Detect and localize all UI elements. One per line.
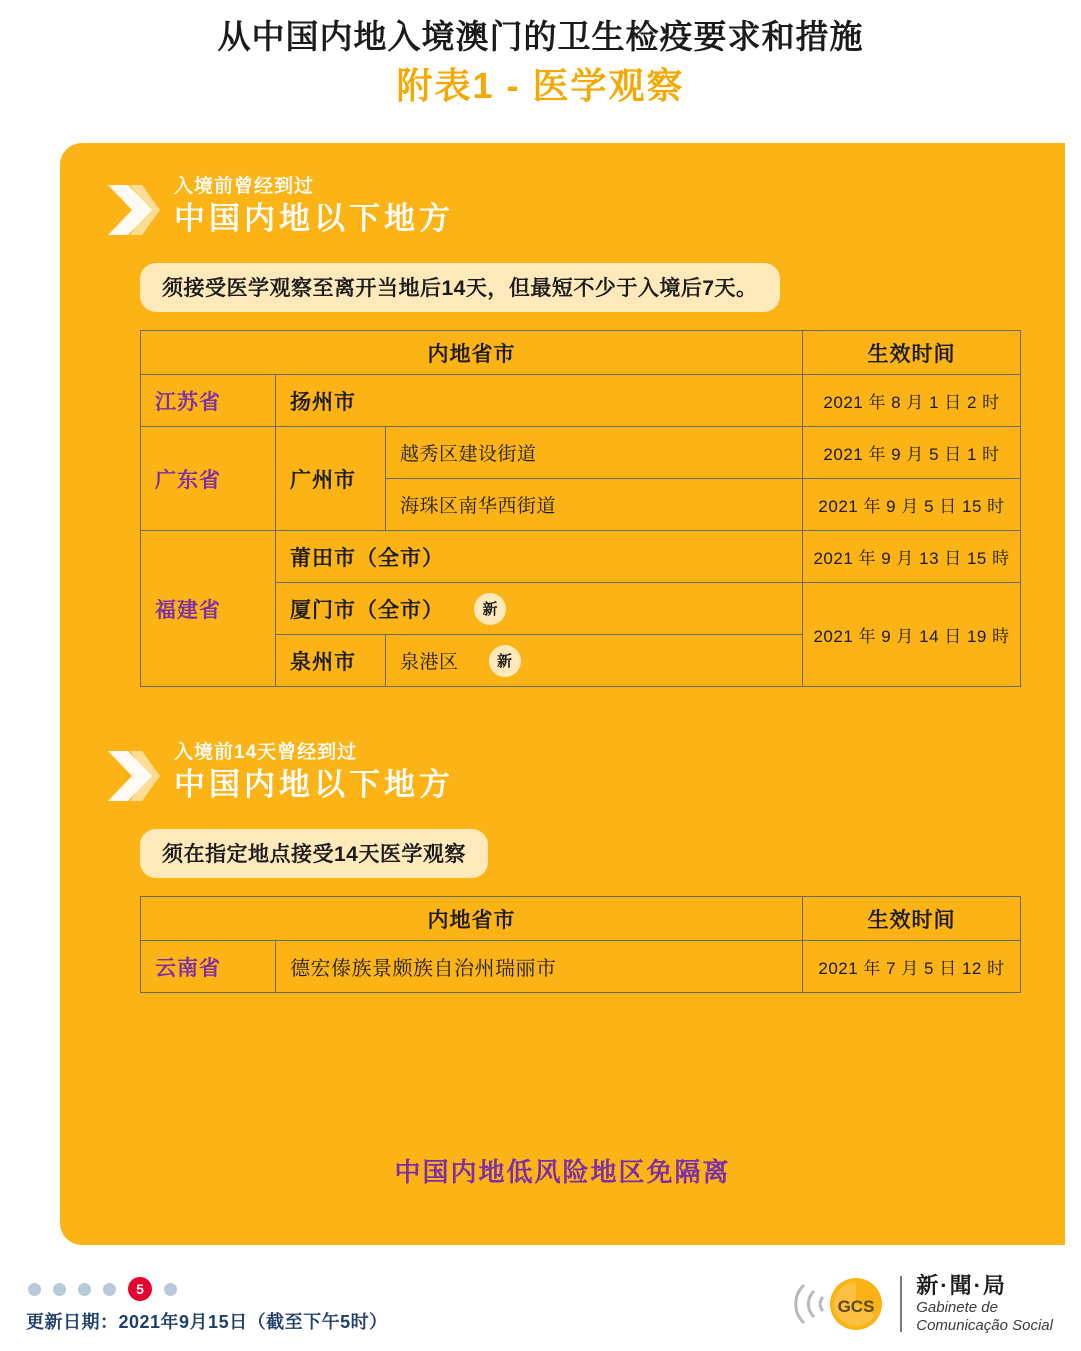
logo-text-pt-line1: Gabinete de bbox=[916, 1298, 998, 1316]
col-header-effective-time: 生效时间 bbox=[803, 897, 1021, 941]
section-1-table bbox=[140, 330, 1021, 687]
pagination-dot[interactable] bbox=[164, 1283, 177, 1296]
panel-footer-note: 中国内地低风险地区免隔离 bbox=[394, 1157, 731, 1187]
cell-province: 广东省 bbox=[141, 427, 276, 531]
content-panel bbox=[60, 143, 1065, 1245]
cell-city-label: 厦门市（全市） bbox=[290, 598, 444, 622]
table-header-row bbox=[141, 331, 1021, 375]
cell-district: 越秀区建设街道 bbox=[386, 427, 803, 479]
cell-province: 福建省 bbox=[141, 531, 276, 687]
cell-city: 德宏傣族景颇族自治州瑞丽市 bbox=[276, 941, 803, 993]
table-header-row bbox=[141, 897, 1021, 941]
col-header-region: 内地省市 bbox=[141, 897, 803, 941]
cell-city: 莆田市（全市） bbox=[276, 531, 803, 583]
pagination-dot[interactable] bbox=[53, 1283, 66, 1296]
gcs-logo-mark-icon bbox=[790, 1271, 886, 1337]
new-badge: 新 bbox=[474, 593, 506, 625]
table-row bbox=[141, 941, 1021, 993]
double-chevron-right-icon bbox=[108, 183, 160, 237]
pagination-dot-current[interactable]: 5 bbox=[128, 1277, 152, 1301]
section-2-title: 中国内地以下地方 bbox=[174, 767, 454, 802]
cell-district bbox=[386, 635, 803, 687]
cell-date: 2021 年 9 月 5 日 15 时 bbox=[803, 479, 1021, 531]
new-badge: 新 bbox=[489, 645, 521, 677]
pagination-dot[interactable] bbox=[103, 1283, 116, 1296]
section-1-table-wrap bbox=[60, 330, 1065, 687]
section-2-heading bbox=[60, 687, 1065, 803]
cell-city: 扬州市 bbox=[276, 375, 803, 427]
logo-divider bbox=[900, 1276, 902, 1332]
double-chevron-right-icon bbox=[108, 749, 160, 803]
table-row bbox=[141, 531, 1021, 583]
logo-text-pt-line2: Comunicação Social bbox=[916, 1316, 1053, 1334]
section-2-table-wrap bbox=[60, 896, 1065, 993]
section-1-note: 须接受医学观察至离开当地后14天，但最短不少于入境后7天。 bbox=[140, 263, 780, 312]
cell-date: 2021 年 8 月 1 日 2 时 bbox=[803, 375, 1021, 427]
section-1-title: 中国内地以下地方 bbox=[174, 201, 454, 236]
col-header-effective-time: 生效时间 bbox=[803, 331, 1021, 375]
section-1-heading bbox=[60, 143, 1065, 237]
table-row bbox=[141, 427, 1021, 479]
section-2-note: 须在指定地点接受14天医学观察 bbox=[140, 829, 488, 878]
update-date-text: 更新日期：2021年9月15日（截至下午5时） bbox=[26, 1312, 388, 1332]
cell-city: 广州市 bbox=[276, 427, 386, 531]
section-2-subtitle: 入境前14天曾经到过 bbox=[174, 742, 358, 763]
page-header bbox=[0, 0, 1081, 110]
cell-date: 2021 年 9 月 5 日 1 时 bbox=[803, 427, 1021, 479]
cell-district: 海珠区南华西街道 bbox=[386, 479, 803, 531]
page-title: 从中国内地入境澳门的卫生检疫要求和措施 bbox=[217, 18, 864, 55]
cell-province: 云南省 bbox=[141, 941, 276, 993]
pagination-dots[interactable] bbox=[28, 1277, 189, 1301]
cell-city: 泉州市 bbox=[276, 635, 386, 687]
table-row bbox=[141, 375, 1021, 427]
cell-city bbox=[276, 583, 803, 635]
logo-text-cn: 新·聞·局 bbox=[916, 1273, 1007, 1299]
svg-text:GCS: GCS bbox=[837, 1297, 875, 1316]
col-header-region: 内地省市 bbox=[141, 331, 803, 375]
pagination-dot[interactable] bbox=[78, 1283, 91, 1296]
section-2-table bbox=[140, 896, 1021, 993]
cell-date: 2021 年 7 月 5 日 12 时 bbox=[803, 941, 1021, 993]
section-1-subtitle: 入境前曾经到过 bbox=[174, 176, 315, 197]
cell-district-label: 泉港区 bbox=[400, 652, 459, 673]
page-footer bbox=[0, 1253, 1081, 1351]
cell-province: 江苏省 bbox=[141, 375, 276, 427]
page-subtitle: 附表1 - 医学观察 bbox=[396, 64, 685, 106]
gcs-logo bbox=[790, 1271, 1053, 1337]
cell-date: 2021 年 9 月 13 日 15 時 bbox=[803, 531, 1021, 583]
cell-date: 2021 年 9 月 14 日 19 時 bbox=[803, 583, 1021, 687]
pagination-dot[interactable] bbox=[28, 1283, 41, 1296]
